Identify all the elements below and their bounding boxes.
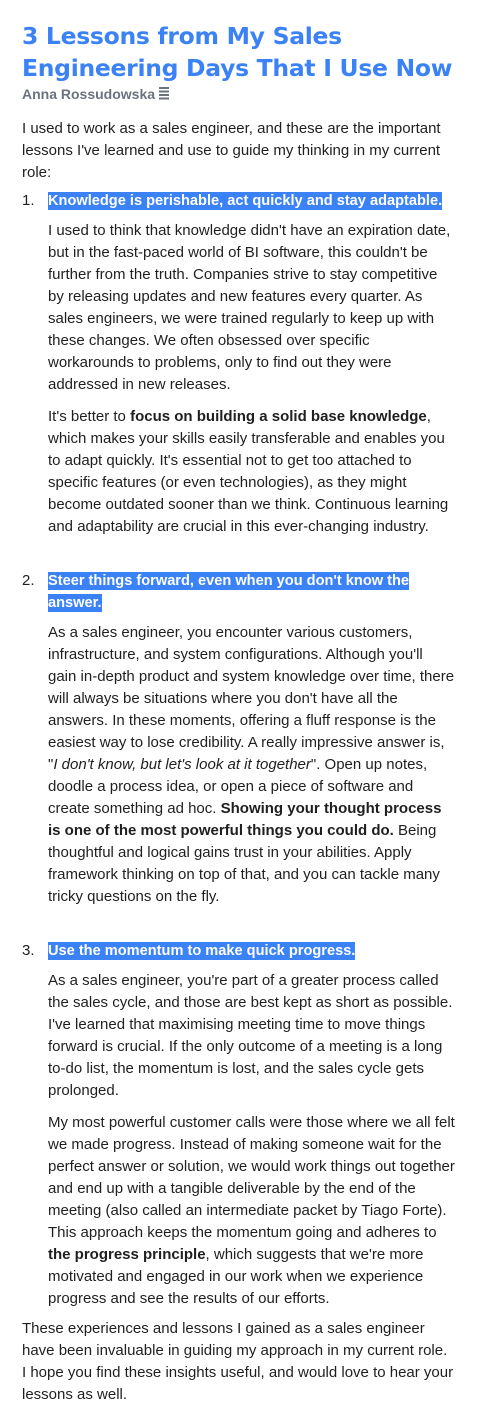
lesson-paragraph: I used to think that knowledge didn't have an expiration date, but in the fast-paced world of BI software, this couldn't be further from the truth. Companies strive to stay competitive by releasing updates and new features every quarter. As sales engineers, we were trained regularly to keep up with these changes. We often obsessed over specific workarounds to problems, only to find out they were addressed in new releases.	[48, 222, 451, 393]
lesson-paragraph	[48, 622, 455, 908]
lesson-paragraph	[48, 406, 455, 538]
bold-text: the progress principle	[48, 1246, 206, 1263]
author-line	[22, 86, 455, 102]
lesson-item-3	[22, 940, 455, 1310]
lesson-title: Knowledge is perishable, act quickly and stay adaptable.	[48, 193, 443, 209]
text-run: It's better to	[48, 408, 131, 425]
intro-paragraph: I used to work as a sales engineer, and these are the important lessons I've learned and use to guide my thinking in my current role:	[22, 120, 441, 181]
text-run: , which makes your skills easily transferable and enables you to adapt quickly. It's essential not to get too attached to specific features (or even technologies), as they might become outdated sooner than we think. Continuous learning and adaptability are crucial in this ever-changing industry.	[48, 408, 449, 535]
lesson-item-1	[22, 190, 455, 538]
lessons-list	[22, 190, 455, 1310]
article-title: 3 Lessons from My Sales Engineering Days That I Use Now	[22, 22, 453, 82]
lesson-number: 3.	[22, 942, 35, 959]
lesson-paragraph	[48, 1112, 455, 1310]
text-run: , which suggests that we're more motivated and engaged in our work when we experience progress and see the results of our efforts.	[48, 1246, 424, 1307]
author-name: Anna Rossudowska	[22, 86, 156, 102]
lesson-title: Use the momentum to make quick progress.	[48, 943, 356, 959]
lesson-number: 1.	[22, 192, 35, 209]
text-run: Being thoughtful and logical gains trust in your abilities. Apply framework thinking on top of that, and you can tackle many tricky questions on the fly.	[48, 822, 440, 905]
document-icon	[159, 87, 169, 101]
outro-paragraph: These experiences and lessons I gained as a sales engineer have been invaluable in guiding my approach in my current role. I hope you find these insights useful, and would love to hear your lessons as well.	[22, 1320, 454, 1403]
lesson-title: Steer things forward, even when you don't know the answer.	[48, 573, 410, 611]
text-run: ". Open up notes, doodle a process idea, or open a piece of software and create something ad hoc.	[48, 756, 428, 817]
italic-text: I don't know, but let's look at it together	[53, 756, 311, 773]
bold-text: focus on building a solid base knowledge	[130, 408, 427, 425]
bold-text: Showing your thought process is one of the most powerful things you could do.	[48, 800, 442, 839]
lesson-number: 2.	[22, 572, 35, 589]
text-run: As a sales engineer, you encounter various customers, infrastructure, and system configurations. Although you'll gain in-depth product and system knowledge over time, there will always be situations where you don't have all the answers. In these moments, offering a fluff response is the easiest way to lose credibility. A really impressive answer is, "	[48, 624, 455, 773]
lesson-item-2	[22, 570, 455, 908]
lesson-paragraph: As a sales engineer, you're part of a greater process called the sales cycle, and those are best kept as short as possible. I've learned that maximising meeting time to move things forward is crucial. If the only outcome of a meeting is a long to-do list, the momentum is lost, and the sales cycle gets prolonged.	[48, 972, 453, 1099]
text-run: My most powerful customer calls were those where we all felt we made progress. Instead of making someone wait for the perfect answer or solution, we would work things out together and end up with a tangible deliverable by the end of the meeting (also called an intermediate packet by Tiago Forte). This approach keeps the momentum going and adheres to	[48, 1114, 455, 1241]
